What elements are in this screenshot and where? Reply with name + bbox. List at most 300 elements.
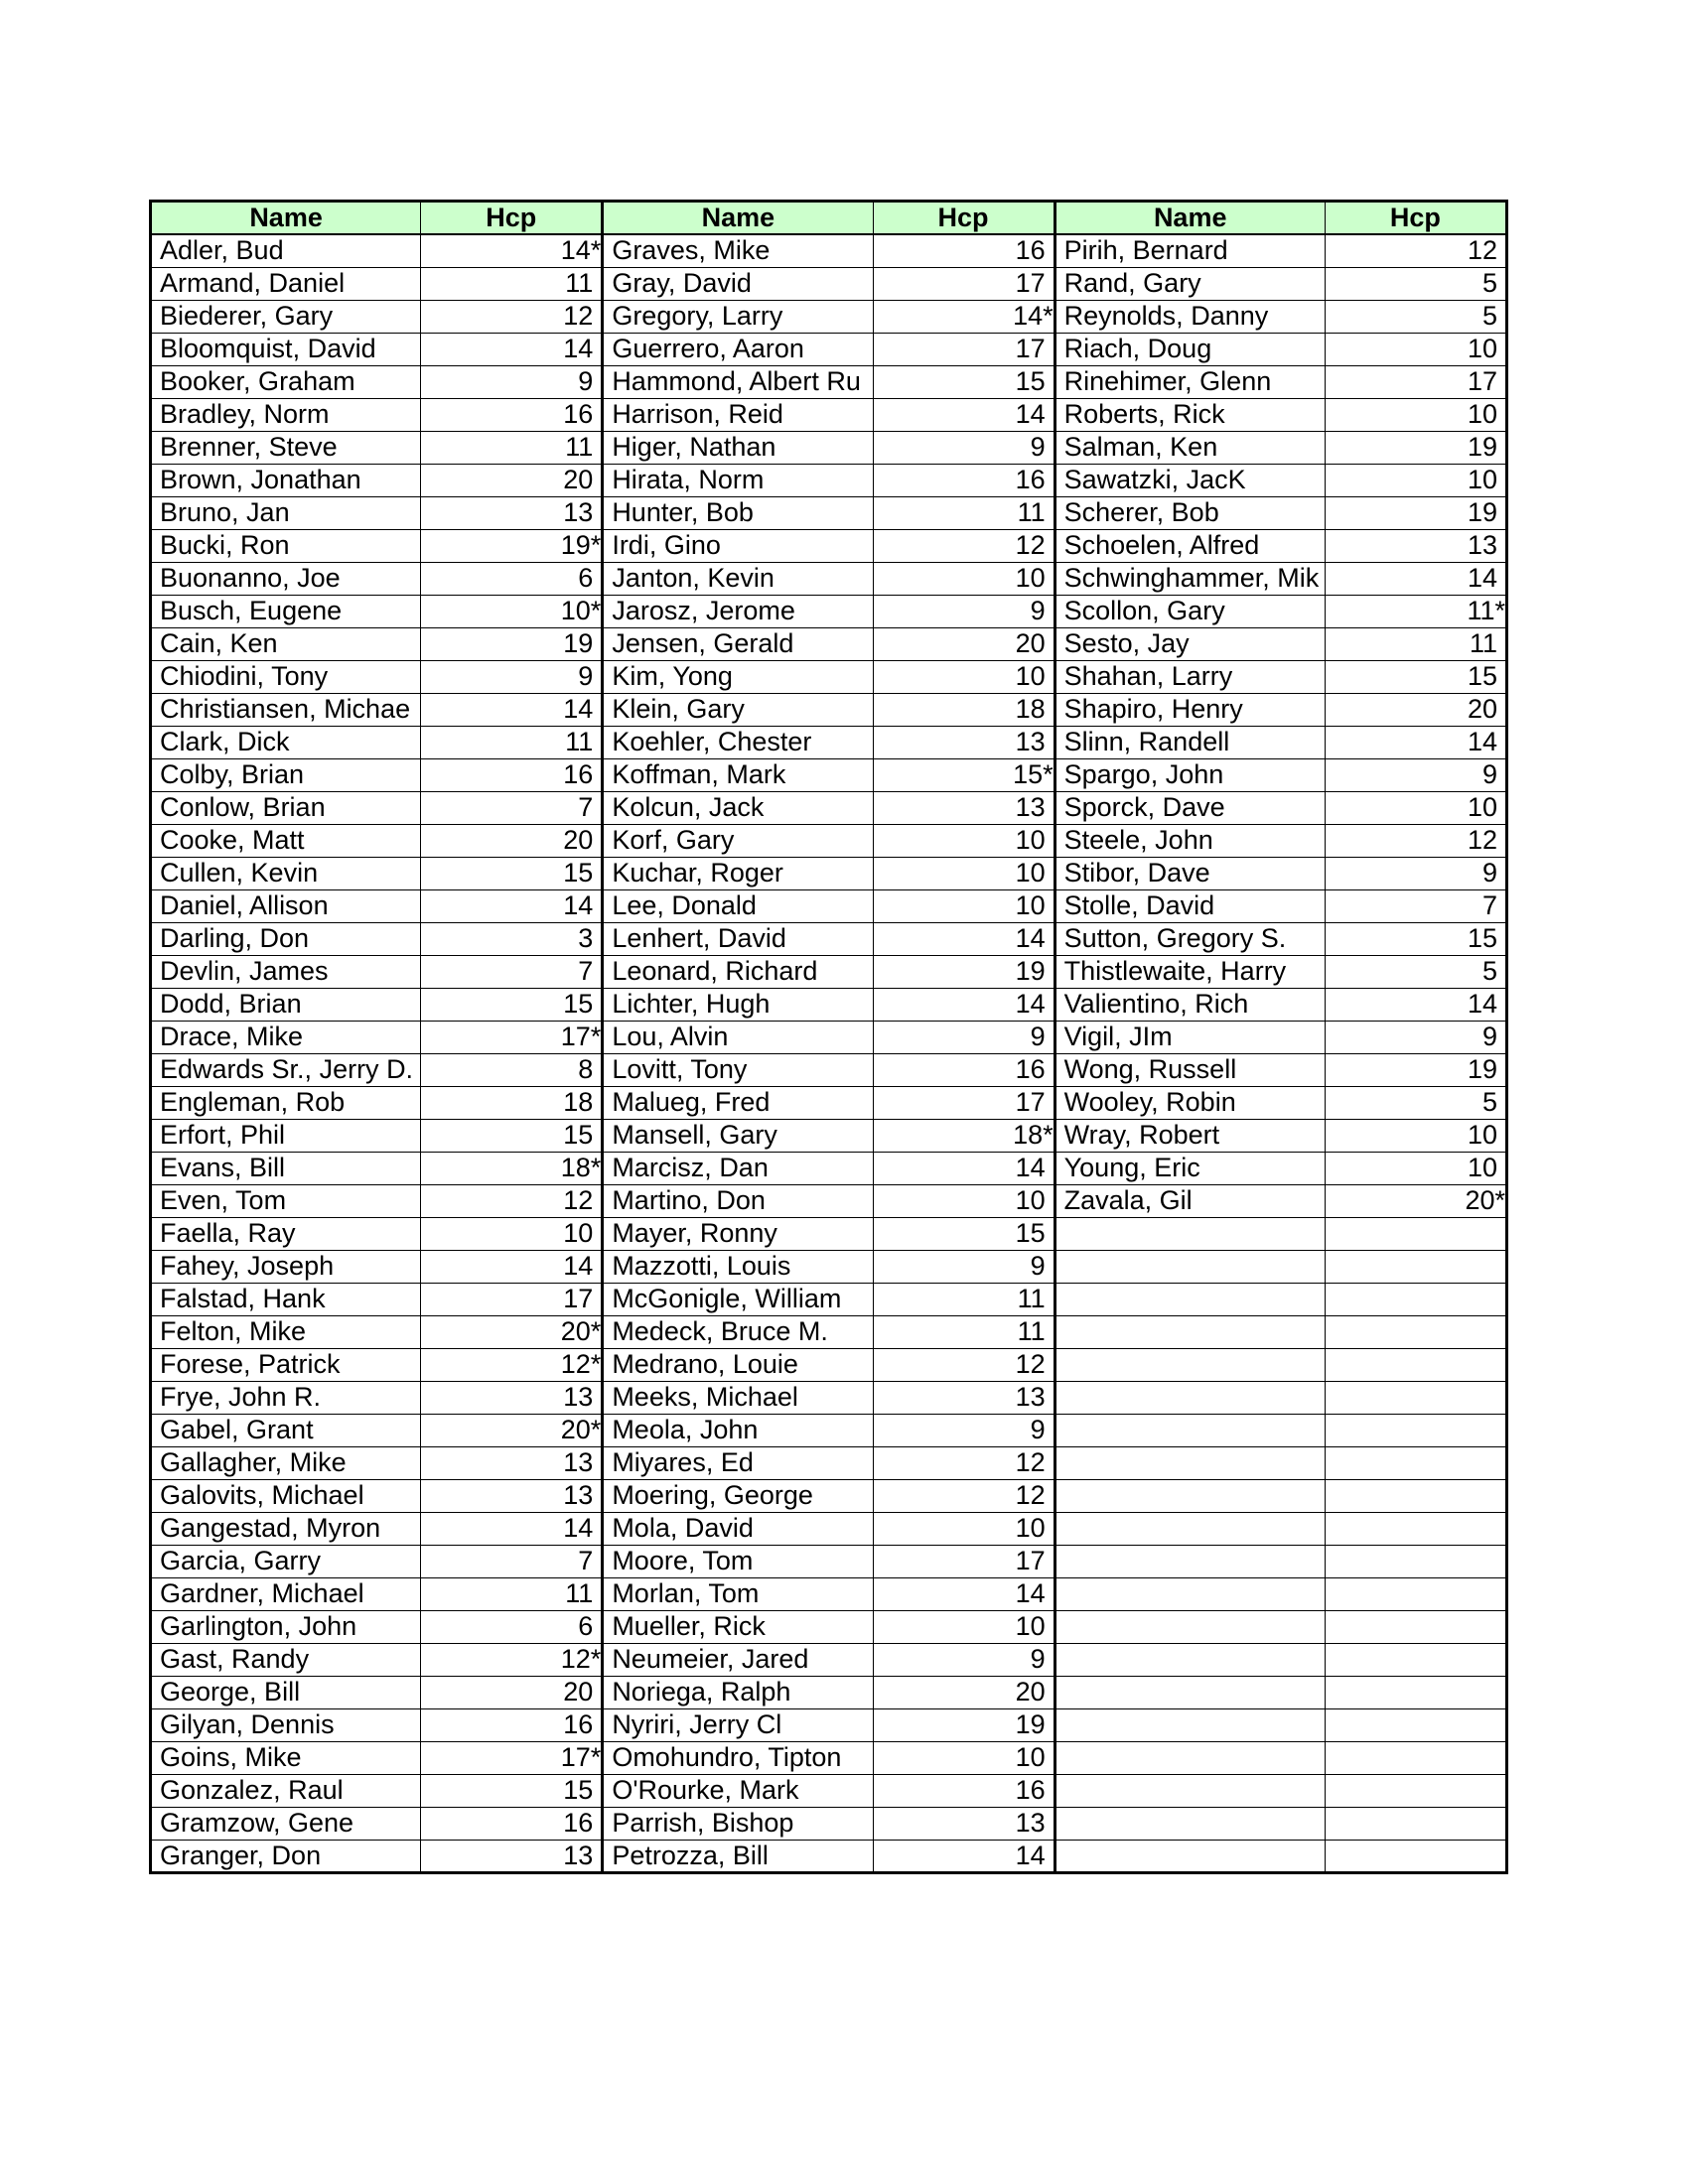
- table-row: [151, 1283, 1507, 1315]
- handicap-cell: 14: [873, 988, 1055, 1021]
- player-name-cell: Thistlewaite, Harry: [1055, 955, 1325, 988]
- handicap-cell: [1325, 1840, 1506, 1872]
- handicap-cell: 5: [1325, 267, 1506, 300]
- handicap-cell: [1325, 1479, 1506, 1512]
- handicap-cell: 20*: [1325, 1184, 1506, 1217]
- player-name-cell: Higer, Nathan: [603, 431, 873, 464]
- player-name-cell: [1055, 1250, 1325, 1283]
- player-name-cell: [1055, 1577, 1325, 1610]
- handicap-cell: 9: [1325, 758, 1506, 791]
- player-name-cell: Drace, Mike: [151, 1021, 421, 1053]
- handicap-cell: 17: [873, 333, 1055, 365]
- player-name-cell: Bloomquist, David: [151, 333, 421, 365]
- player-name-cell: Bruno, Jan: [151, 496, 421, 529]
- player-name-cell: Hirata, Norm: [603, 464, 873, 496]
- handicap-cell: [1325, 1577, 1506, 1610]
- player-name-cell: [1055, 1741, 1325, 1774]
- player-name-cell: Schwinghammer, Mik: [1055, 562, 1325, 595]
- player-name-cell: [1055, 1512, 1325, 1545]
- player-name-cell: Garcia, Garry: [151, 1545, 421, 1577]
- player-name-cell: Chiodini, Tony: [151, 660, 421, 693]
- hcp-header: Hcp: [421, 202, 603, 235]
- player-name-cell: Pirih, Bernard: [1055, 234, 1325, 267]
- handicap-cell: [1325, 1348, 1506, 1381]
- handicap-cell: 14: [1325, 988, 1506, 1021]
- table-row: [151, 726, 1507, 758]
- player-name-cell: Morlan, Tom: [603, 1577, 873, 1610]
- handicap-cell: 19: [1325, 496, 1506, 529]
- player-name-cell: Christiansen, Michae: [151, 693, 421, 726]
- player-name-cell: Koehler, Chester: [603, 726, 873, 758]
- handicap-cell: 5: [1325, 955, 1506, 988]
- handicap-cell: 17: [1325, 365, 1506, 398]
- handicap-cell: 19: [1325, 1053, 1506, 1086]
- player-name-cell: McGonigle, William: [603, 1283, 873, 1315]
- player-name-cell: Wray, Robert: [1055, 1119, 1325, 1152]
- player-name-cell: O'Rourke, Mark: [603, 1774, 873, 1807]
- player-name-cell: Gangestad, Myron: [151, 1512, 421, 1545]
- player-name-cell: Armand, Daniel: [151, 267, 421, 300]
- name-header: Name: [603, 202, 873, 235]
- table-row: [151, 1774, 1507, 1807]
- player-name-cell: Riach, Doug: [1055, 333, 1325, 365]
- handicap-cell: 15: [421, 1774, 603, 1807]
- handicap-cell: 6: [421, 562, 603, 595]
- player-name-cell: Stolle, David: [1055, 889, 1325, 922]
- handicap-cell: 11: [873, 1283, 1055, 1315]
- player-name-cell: Vigil, JIm: [1055, 1021, 1325, 1053]
- player-name-cell: Forese, Patrick: [151, 1348, 421, 1381]
- player-name-cell: Miyares, Ed: [603, 1446, 873, 1479]
- table-row: [151, 857, 1507, 889]
- player-name-cell: [1055, 1610, 1325, 1643]
- table-row: [151, 1348, 1507, 1381]
- handicap-cell: 13: [873, 791, 1055, 824]
- handicap-cell: 14*: [421, 234, 603, 267]
- table-row: [151, 1545, 1507, 1577]
- handicap-cell: 12: [421, 300, 603, 333]
- handicap-cell: 10: [873, 660, 1055, 693]
- name-header: Name: [1055, 202, 1325, 235]
- handicap-cell: 3: [421, 922, 603, 955]
- table-row: [151, 1250, 1507, 1283]
- player-name-cell: Garlington, John: [151, 1610, 421, 1643]
- handicap-cell: 18*: [421, 1152, 603, 1184]
- table-row: [151, 1446, 1507, 1479]
- handicap-cell: 10: [421, 1217, 603, 1250]
- player-name-cell: Cullen, Kevin: [151, 857, 421, 889]
- player-name-cell: Clark, Dick: [151, 726, 421, 758]
- table-row: [151, 660, 1507, 693]
- player-name-cell: Buonanno, Joe: [151, 562, 421, 595]
- handicap-cell: 16: [421, 1708, 603, 1741]
- table-row: [151, 562, 1507, 595]
- player-name-cell: Roberts, Rick: [1055, 398, 1325, 431]
- player-name-cell: Zavala, Gil: [1055, 1184, 1325, 1217]
- handicap-cell: 10: [1325, 1119, 1506, 1152]
- hcp-header: Hcp: [873, 202, 1055, 235]
- handicap-cell: 11*: [1325, 595, 1506, 627]
- player-name-cell: Frye, John R.: [151, 1381, 421, 1414]
- handicap-cell: 17: [873, 267, 1055, 300]
- player-name-cell: [1055, 1315, 1325, 1348]
- player-name-cell: [1055, 1414, 1325, 1446]
- handicap-cell: 10*: [421, 595, 603, 627]
- handicap-cell: 12: [1325, 824, 1506, 857]
- handicap-cell: 16: [421, 398, 603, 431]
- player-name-cell: Gregory, Larry: [603, 300, 873, 333]
- handicap-cell: 16: [873, 1053, 1055, 1086]
- table-row: [151, 988, 1507, 1021]
- player-name-cell: Biederer, Gary: [151, 300, 421, 333]
- player-name-cell: Darling, Don: [151, 922, 421, 955]
- name-header: Name: [151, 202, 421, 235]
- player-name-cell: Lee, Donald: [603, 889, 873, 922]
- handicap-cell: 16: [873, 234, 1055, 267]
- player-name-cell: Slinn, Randell: [1055, 726, 1325, 758]
- handicap-cell: 12: [873, 1446, 1055, 1479]
- player-name-cell: Scollon, Gary: [1055, 595, 1325, 627]
- player-name-cell: Gabel, Grant: [151, 1414, 421, 1446]
- handicap-cell: 9: [873, 595, 1055, 627]
- handicap-cell: 14: [421, 333, 603, 365]
- handicap-cell: 18: [421, 1086, 603, 1119]
- player-name-cell: Mola, David: [603, 1512, 873, 1545]
- player-name-cell: Irdi, Gino: [603, 529, 873, 562]
- player-name-cell: Engleman, Rob: [151, 1086, 421, 1119]
- handicap-cell: 19*: [421, 529, 603, 562]
- handicap-cell: 12: [873, 1348, 1055, 1381]
- handicap-cell: 6: [421, 1610, 603, 1643]
- handicap-cell: 11: [421, 267, 603, 300]
- handicap-cell: 11: [1325, 627, 1506, 660]
- table-row: [151, 333, 1507, 365]
- handicap-cell: 17: [873, 1545, 1055, 1577]
- handicap-cell: [1325, 1708, 1506, 1741]
- table-row: [151, 1643, 1507, 1676]
- handicap-cell: 14: [873, 398, 1055, 431]
- player-name-cell: Faella, Ray: [151, 1217, 421, 1250]
- handicap-cell: 10: [873, 1741, 1055, 1774]
- player-name-cell: Erfort, Phil: [151, 1119, 421, 1152]
- table-row: [151, 1119, 1507, 1152]
- player-name-cell: Neumeier, Jared: [603, 1643, 873, 1676]
- player-name-cell: Kim, Yong: [603, 660, 873, 693]
- player-name-cell: Sawatzki, JacK: [1055, 464, 1325, 496]
- player-name-cell: Dodd, Brian: [151, 988, 421, 1021]
- handicap-cell: 13: [421, 1840, 603, 1872]
- player-name-cell: Young, Eric: [1055, 1152, 1325, 1184]
- player-name-cell: Edwards Sr., Jerry D.: [151, 1053, 421, 1086]
- table-row: [151, 1708, 1507, 1741]
- handicap-cell: 18: [873, 693, 1055, 726]
- player-name-cell: Meeks, Michael: [603, 1381, 873, 1414]
- player-name-cell: [1055, 1348, 1325, 1381]
- player-name-cell: Gardner, Michael: [151, 1577, 421, 1610]
- player-name-cell: Janton, Kevin: [603, 562, 873, 595]
- handicap-cell: [1325, 1381, 1506, 1414]
- handicap-cell: 14*: [873, 300, 1055, 333]
- handicap-cell: 11: [873, 1315, 1055, 1348]
- handicap-cell: [1325, 1512, 1506, 1545]
- handicap-cell: 14: [421, 693, 603, 726]
- player-name-cell: Fahey, Joseph: [151, 1250, 421, 1283]
- handicap-cell: 16: [873, 1774, 1055, 1807]
- player-name-cell: Medeck, Bruce M.: [603, 1315, 873, 1348]
- player-name-cell: [1055, 1708, 1325, 1741]
- player-name-cell: Sutton, Gregory S.: [1055, 922, 1325, 955]
- table-row: [151, 758, 1507, 791]
- player-name-cell: Jarosz, Jerome: [603, 595, 873, 627]
- handicap-cell: 15*: [873, 758, 1055, 791]
- handicap-cell: 14: [873, 1840, 1055, 1872]
- player-name-cell: Martino, Don: [603, 1184, 873, 1217]
- player-name-cell: Kolcun, Jack: [603, 791, 873, 824]
- table-row: [151, 1315, 1507, 1348]
- player-name-cell: Reynolds, Danny: [1055, 300, 1325, 333]
- handicap-cell: [1325, 1676, 1506, 1708]
- handicap-cell: 20: [421, 464, 603, 496]
- handicap-cell: [1325, 1643, 1506, 1676]
- handicap-cell: 18*: [873, 1119, 1055, 1152]
- handicap-cell: 9: [421, 365, 603, 398]
- player-name-cell: Shapiro, Henry: [1055, 693, 1325, 726]
- handicap-cell: 14: [421, 1250, 603, 1283]
- handicap-cell: 9: [873, 1021, 1055, 1053]
- player-name-cell: Evans, Bill: [151, 1152, 421, 1184]
- handicap-cell: 10: [1325, 1152, 1506, 1184]
- player-name-cell: Schoelen, Alfred: [1055, 529, 1325, 562]
- player-name-cell: Devlin, James: [151, 955, 421, 988]
- handicap-cell: 11: [873, 496, 1055, 529]
- player-name-cell: Wong, Russell: [1055, 1053, 1325, 1086]
- table-row: [151, 1610, 1507, 1643]
- player-name-cell: Salman, Ken: [1055, 431, 1325, 464]
- player-name-cell: Koffman, Mark: [603, 758, 873, 791]
- player-name-cell: Mazzotti, Louis: [603, 1250, 873, 1283]
- player-name-cell: [1055, 1217, 1325, 1250]
- player-name-cell: Kuchar, Roger: [603, 857, 873, 889]
- player-name-cell: Brenner, Steve: [151, 431, 421, 464]
- handicap-cell: 15: [873, 1217, 1055, 1250]
- handicap-cell: 20*: [421, 1315, 603, 1348]
- player-name-cell: Granger, Don: [151, 1840, 421, 1872]
- handicap-cell: 10: [873, 562, 1055, 595]
- player-name-cell: Guerrero, Aaron: [603, 333, 873, 365]
- handicap-cell: 10: [1325, 398, 1506, 431]
- player-name-cell: Hammond, Albert Ru: [603, 365, 873, 398]
- player-name-cell: Daniel, Allison: [151, 889, 421, 922]
- handicap-cell: [1325, 1807, 1506, 1840]
- handicap-cell: 10: [873, 1512, 1055, 1545]
- handicap-cell: 16: [421, 1807, 603, 1840]
- player-name-cell: Valientino, Rich: [1055, 988, 1325, 1021]
- player-name-cell: Gray, David: [603, 267, 873, 300]
- handicap-table: [149, 200, 1508, 1874]
- handicap-cell: 9: [421, 660, 603, 693]
- handicap-cell: 19: [421, 627, 603, 660]
- player-name-cell: Jensen, Gerald: [603, 627, 873, 660]
- player-name-cell: Busch, Eugene: [151, 595, 421, 627]
- player-name-cell: Gonzalez, Raul: [151, 1774, 421, 1807]
- handicap-cell: 12: [873, 1479, 1055, 1512]
- handicap-cell: 10: [873, 1184, 1055, 1217]
- player-name-cell: Omohundro, Tipton: [603, 1741, 873, 1774]
- player-name-cell: Booker, Graham: [151, 365, 421, 398]
- handicap-cell: 20: [1325, 693, 1506, 726]
- handicap-cell: 14: [873, 1577, 1055, 1610]
- handicap-cell: 15: [873, 365, 1055, 398]
- handicap-cell: 8: [421, 1053, 603, 1086]
- player-name-cell: George, Bill: [151, 1676, 421, 1708]
- handicap-cell: 15: [421, 857, 603, 889]
- player-name-cell: [1055, 1840, 1325, 1872]
- table-row: [151, 1676, 1507, 1708]
- player-name-cell: Korf, Gary: [603, 824, 873, 857]
- handicap-cell: 10: [1325, 464, 1506, 496]
- player-name-cell: [1055, 1807, 1325, 1840]
- table-row: [151, 1152, 1507, 1184]
- handicap-cell: 14: [421, 1512, 603, 1545]
- player-name-cell: Klein, Gary: [603, 693, 873, 726]
- player-name-cell: Meola, John: [603, 1414, 873, 1446]
- table-row: [151, 464, 1507, 496]
- player-name-cell: [1055, 1446, 1325, 1479]
- handicap-cell: 20*: [421, 1414, 603, 1446]
- player-name-cell: Cain, Ken: [151, 627, 421, 660]
- player-name-cell: Rinehimer, Glenn: [1055, 365, 1325, 398]
- handicap-cell: 11: [421, 431, 603, 464]
- player-name-cell: Lovitt, Tony: [603, 1053, 873, 1086]
- handicap-cell: 20: [873, 627, 1055, 660]
- player-name-cell: [1055, 1283, 1325, 1315]
- table-row: [151, 234, 1507, 267]
- handicap-cell: 15: [421, 1119, 603, 1152]
- handicap-cell: 19: [873, 955, 1055, 988]
- handicap-cell: 14: [1325, 562, 1506, 595]
- player-name-cell: Gallagher, Mike: [151, 1446, 421, 1479]
- table-row: [151, 824, 1507, 857]
- handicap-cell: 13: [421, 1479, 603, 1512]
- table-row: [151, 398, 1507, 431]
- table-row: [151, 1086, 1507, 1119]
- player-name-cell: Marcisz, Dan: [603, 1152, 873, 1184]
- handicap-cell: 17: [421, 1283, 603, 1315]
- handicap-cell: 11: [421, 1577, 603, 1610]
- handicap-cell: [1325, 1446, 1506, 1479]
- header-row: [151, 202, 1507, 235]
- handicap-cell: [1325, 1414, 1506, 1446]
- table-row: [151, 1840, 1507, 1872]
- player-name-cell: Moore, Tom: [603, 1545, 873, 1577]
- player-name-cell: Even, Tom: [151, 1184, 421, 1217]
- handicap-cell: 7: [421, 791, 603, 824]
- handicap-cell: 12*: [421, 1348, 603, 1381]
- table-row: [151, 1053, 1507, 1086]
- player-name-cell: Cooke, Matt: [151, 824, 421, 857]
- table-row: [151, 1741, 1507, 1774]
- handicap-cell: 10: [1325, 791, 1506, 824]
- player-name-cell: Mueller, Rick: [603, 1610, 873, 1643]
- player-name-cell: Rand, Gary: [1055, 267, 1325, 300]
- handicap-cell: 16: [873, 464, 1055, 496]
- player-name-cell: Lenhert, David: [603, 922, 873, 955]
- handicap-cell: 12: [873, 529, 1055, 562]
- handicap-cell: 11: [421, 726, 603, 758]
- player-name-cell: Spargo, John: [1055, 758, 1325, 791]
- handicap-cell: 13: [1325, 529, 1506, 562]
- table-row: [151, 889, 1507, 922]
- handicap-cell: 7: [1325, 889, 1506, 922]
- player-name-cell: Shahan, Larry: [1055, 660, 1325, 693]
- player-name-cell: Hunter, Bob: [603, 496, 873, 529]
- player-name-cell: Graves, Mike: [603, 234, 873, 267]
- handicap-cell: 15: [421, 988, 603, 1021]
- table-row: [151, 529, 1507, 562]
- handicap-cell: 5: [1325, 1086, 1506, 1119]
- player-name-cell: Mansell, Gary: [603, 1119, 873, 1152]
- handicap-cell: [1325, 1250, 1506, 1283]
- player-name-cell: Conlow, Brian: [151, 791, 421, 824]
- handicap-cell: 20: [421, 824, 603, 857]
- player-name-cell: Felton, Mike: [151, 1315, 421, 1348]
- player-name-cell: [1055, 1774, 1325, 1807]
- handicap-cell: 7: [421, 1545, 603, 1577]
- handicap-cell: [1325, 1217, 1506, 1250]
- player-name-cell: Noriega, Ralph: [603, 1676, 873, 1708]
- handicap-cell: [1325, 1545, 1506, 1577]
- player-name-cell: Adler, Bud: [151, 234, 421, 267]
- player-name-cell: [1055, 1381, 1325, 1414]
- player-name-cell: Steele, John: [1055, 824, 1325, 857]
- player-name-cell: Gast, Randy: [151, 1643, 421, 1676]
- player-name-cell: Colby, Brian: [151, 758, 421, 791]
- handicap-cell: 14: [1325, 726, 1506, 758]
- handicap-cell: 9: [1325, 857, 1506, 889]
- table-row: [151, 1577, 1507, 1610]
- handicap-cell: 13: [421, 496, 603, 529]
- handicap-cell: 9: [873, 1643, 1055, 1676]
- table-row: [151, 1414, 1507, 1446]
- player-name-cell: Stibor, Dave: [1055, 857, 1325, 889]
- player-name-cell: Sporck, Dave: [1055, 791, 1325, 824]
- player-name-cell: Gramzow, Gene: [151, 1807, 421, 1840]
- player-name-cell: Sesto, Jay: [1055, 627, 1325, 660]
- handicap-cell: 9: [873, 1414, 1055, 1446]
- player-name-cell: Galovits, Michael: [151, 1479, 421, 1512]
- player-name-cell: [1055, 1479, 1325, 1512]
- handicap-cell: 19: [1325, 431, 1506, 464]
- table-row: [151, 595, 1507, 627]
- handicap-cell: 7: [421, 955, 603, 988]
- table-row: [151, 496, 1507, 529]
- handicap-cell: [1325, 1283, 1506, 1315]
- table-row: [151, 1381, 1507, 1414]
- player-name-cell: Leonard, Richard: [603, 955, 873, 988]
- player-name-cell: Lou, Alvin: [603, 1021, 873, 1053]
- handicap-cell: 15: [1325, 922, 1506, 955]
- handicap-cell: 17: [873, 1086, 1055, 1119]
- player-name-cell: Bradley, Norm: [151, 398, 421, 431]
- handicap-cell: 17*: [421, 1021, 603, 1053]
- player-name-cell: Goins, Mike: [151, 1741, 421, 1774]
- table-row: [151, 1021, 1507, 1053]
- handicap-cell: 14: [873, 1152, 1055, 1184]
- handicap-cell: 14: [421, 889, 603, 922]
- handicap-cell: 9: [873, 1250, 1055, 1283]
- handicap-cell: 13: [873, 1807, 1055, 1840]
- table-row: [151, 300, 1507, 333]
